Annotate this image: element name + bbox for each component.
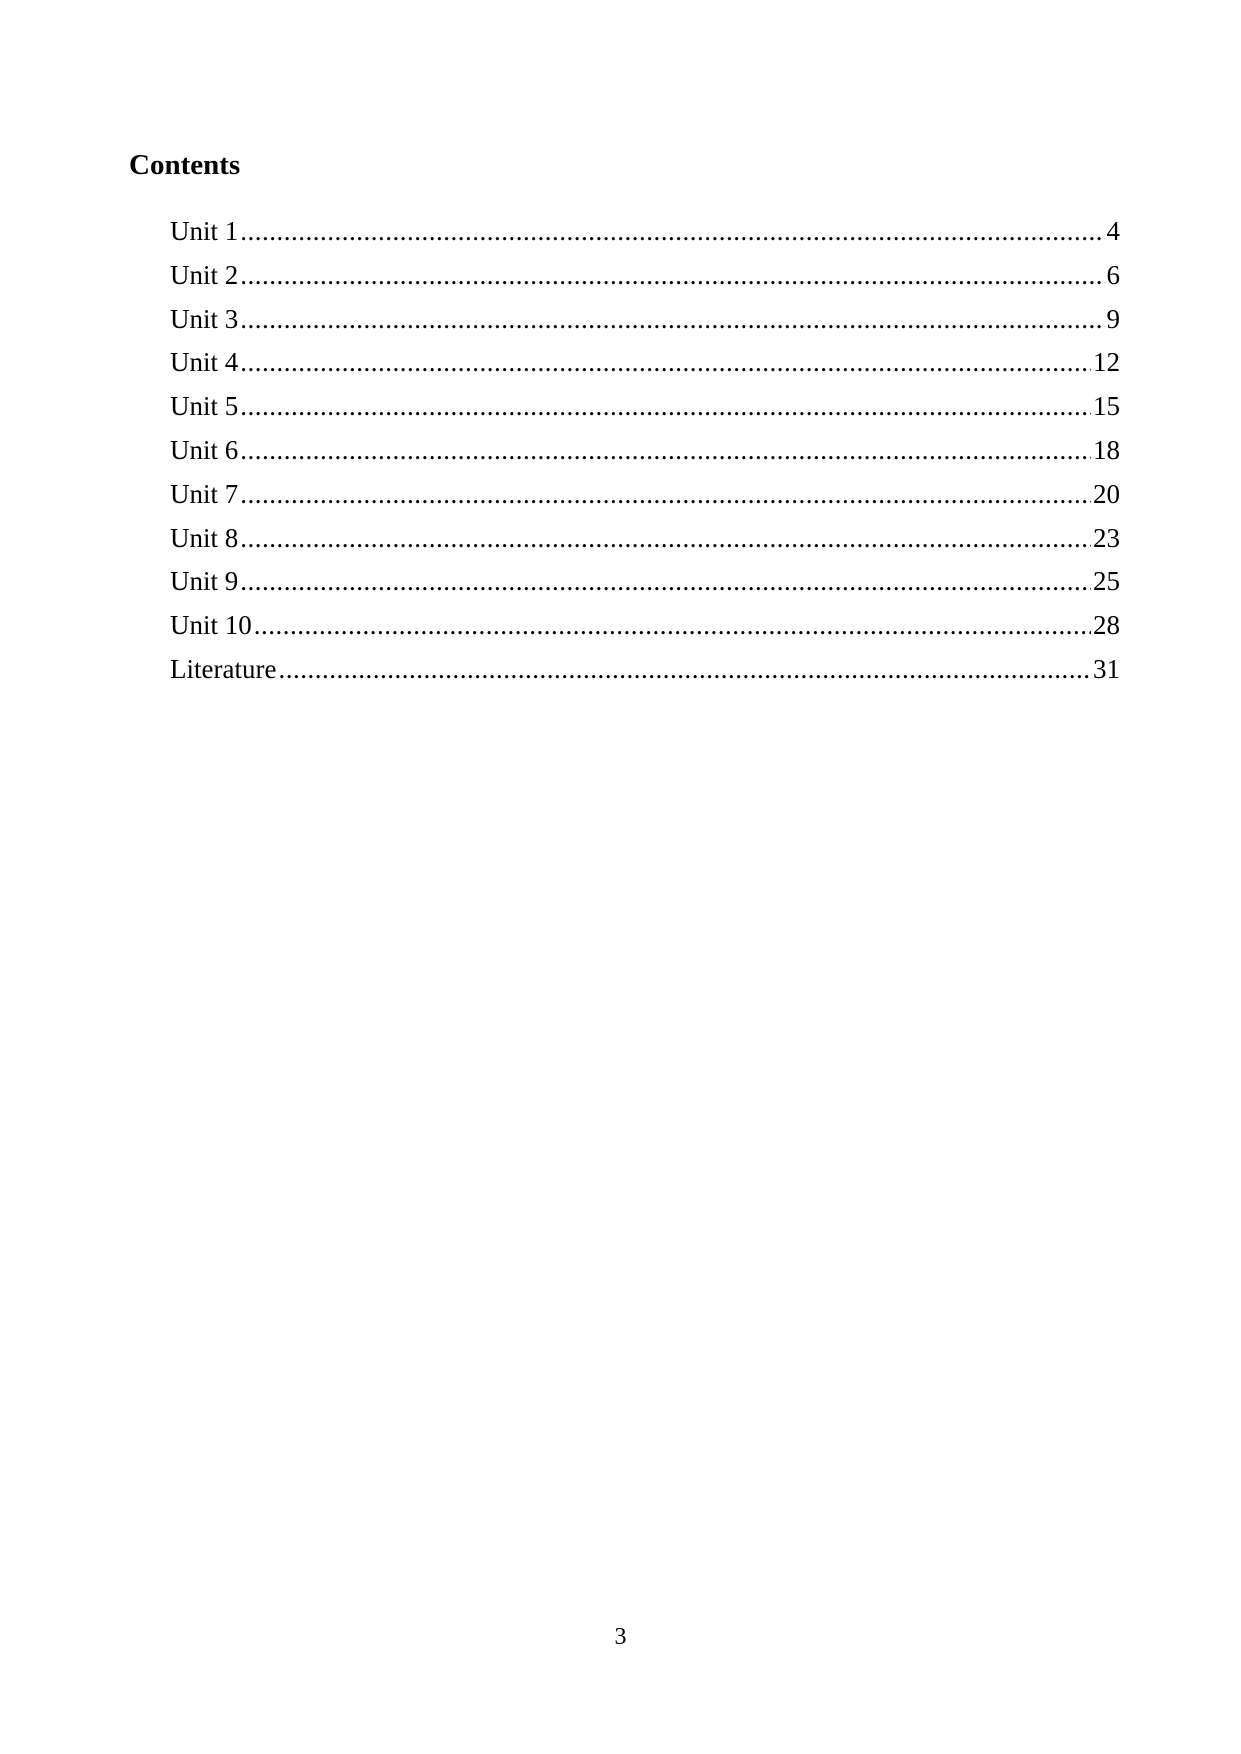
toc-entry-label: Unit 1 bbox=[170, 216, 239, 246]
toc-entry-page: 15 bbox=[1093, 391, 1120, 422]
dot-leader bbox=[278, 651, 1091, 687]
toc-entry-unit-9[interactable] bbox=[170, 563, 1120, 607]
dot-leader bbox=[240, 520, 1091, 556]
dot-leader bbox=[240, 344, 1091, 380]
toc-entry-unit-10[interactable] bbox=[170, 607, 1120, 651]
page-number: 3 bbox=[614, 1624, 627, 1650]
toc-entry-unit-8[interactable] bbox=[170, 520, 1120, 564]
toc-entry-page: 28 bbox=[1093, 610, 1120, 641]
toc-entry-label: Unit 4 bbox=[170, 347, 239, 378]
toc-entry-label: Unit 9 bbox=[170, 566, 239, 597]
toc-entry-unit-7[interactable] bbox=[170, 476, 1120, 520]
toc-entry-page: 31 bbox=[1093, 653, 1120, 684]
table-of-contents bbox=[170, 213, 1120, 695]
toc-entry-label: Unit 5 bbox=[170, 391, 239, 422]
contents-heading: Contents bbox=[129, 149, 241, 181]
toc-entry-page: 18 bbox=[1093, 434, 1120, 465]
dot-leader bbox=[240, 213, 1104, 249]
toc-entry-label: Literature bbox=[170, 653, 277, 684]
toc-entry-unit-1[interactable] bbox=[170, 213, 1120, 257]
toc-entry-unit-3[interactable] bbox=[170, 301, 1120, 345]
toc-entry-label: Unit 3 bbox=[170, 303, 239, 334]
dot-leader bbox=[240, 257, 1104, 293]
dot-leader bbox=[240, 301, 1104, 337]
toc-entry-label: Unit 6 bbox=[170, 434, 239, 465]
dot-leader bbox=[240, 476, 1091, 512]
toc-entry-page: 9 bbox=[1106, 303, 1120, 334]
toc-entry-page: 12 bbox=[1093, 347, 1120, 378]
toc-entry-unit-5[interactable] bbox=[170, 388, 1120, 432]
toc-entry-unit-6[interactable] bbox=[170, 432, 1120, 476]
toc-entry-page: 23 bbox=[1093, 522, 1120, 553]
toc-entry-page: 20 bbox=[1093, 478, 1120, 509]
toc-entry-literature[interactable] bbox=[170, 651, 1120, 695]
toc-entry-label: Unit 7 bbox=[170, 478, 239, 509]
dot-leader bbox=[240, 388, 1091, 424]
toc-entry-page: 6 bbox=[1106, 259, 1120, 290]
toc-entry-unit-2[interactable] bbox=[170, 257, 1120, 301]
toc-entry-label: Unit 10 bbox=[170, 610, 252, 641]
toc-entry-unit-4[interactable] bbox=[170, 344, 1120, 388]
dot-leader bbox=[240, 563, 1091, 599]
toc-entry-page: 4 bbox=[1106, 216, 1120, 246]
dot-leader bbox=[240, 432, 1091, 468]
dot-leader bbox=[254, 607, 1091, 643]
toc-entry-label: Unit 2 bbox=[170, 259, 239, 290]
toc-entry-label: Unit 8 bbox=[170, 522, 239, 553]
toc-entry-page: 25 bbox=[1093, 566, 1120, 597]
